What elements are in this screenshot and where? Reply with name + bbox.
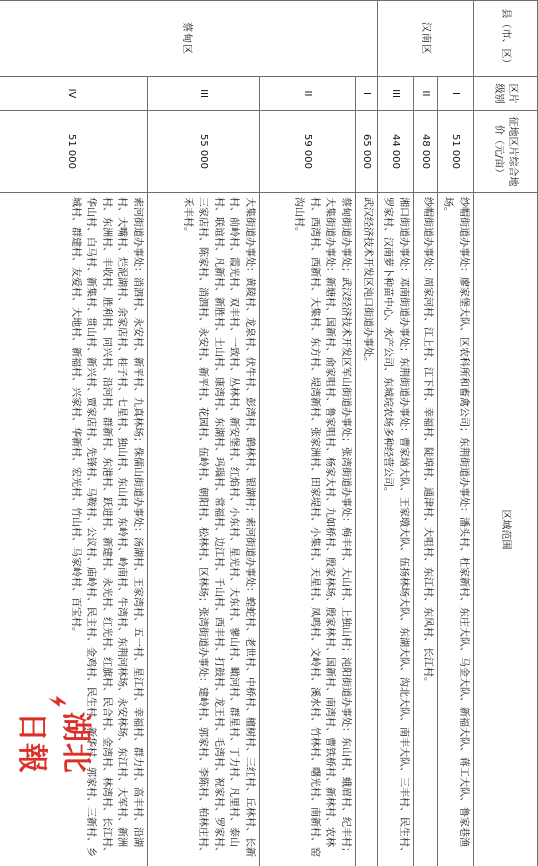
table-row — [0, 1, 148, 866]
table-row — [378, 1, 414, 866]
price-cell: 51 000 — [0, 111, 148, 193]
price-cell: 65 000 — [356, 111, 378, 193]
range-cell: 纱帽街道办事处：周家河村、江上村、江下村、幸福村、陡埠村、通津村、大咀村、东江村、东风村、长江村。 — [414, 193, 438, 866]
header-level: 区片级别 — [474, 77, 538, 111]
range-cell: 湘口街道办事处：邓南街道办事处；东荆街道办事处：曹家垴大队、王家墩大队、伍扬林场大队、东湖大队、沟北大队、南丰大队、三丰村、民生村、罗家村、汉南萝卜种苗中心、水产公司、东城垸农场多种经营公司。 — [378, 193, 414, 866]
level-cell: I — [356, 77, 378, 111]
level-cell: I — [438, 77, 474, 111]
district-cell-hannan: 汉南区 — [378, 1, 474, 77]
range-cell: 武汉经济技术开发区沌口街道办事处。 — [356, 193, 378, 866]
header-district: 县（市、区） — [474, 1, 538, 77]
table-row — [356, 1, 378, 866]
table-row — [148, 1, 260, 866]
table-row — [260, 1, 356, 866]
level-cell: IV — [0, 77, 148, 111]
header-price: 征地区片综合地价（元/亩） — [474, 111, 538, 193]
header-range: 区域范围 — [474, 193, 538, 866]
range-cell: 大集街道办事处：黄陵村、龙泉村、伏牛村、彭湾村、鹤林村、银湖村；索河街道办事处：蝗蛇村、老世村、中桥村、檀树村、三红村、丘林村、长新村、前岭村、霞光村、双丰村、一致村、丛林村、新安堡村、红焰村、小东村、星光村、大东村、蓼山村、瞰河村、群星村、丁力村、凡里村、泰山村、联谊村、凡新村、新胜村、土山村、康湾村、东湖村、玛瑙村、常福村、边江村、千山村、西丰村、打鼓村、龙王村、毛湾村、祝家村、罗家村、三家店村、陈家村、消泗村、永安村、新平村、花园村、伍岭村、朝阳村、松林村、区林场；张湾街道办事处：建岭村、郭家村、李陈村、柏林庄村、禾丰村。 — [148, 193, 260, 866]
range-cell: 蔡甸街道办事处；武汉经济技术开发区军山街道办事处；张湾街道办事处：梅丰村、大山村、上独山村；沌阳街道办事处：东山村、蛾眉村、纪丰村；大集街道办事处：新塘村、国新村、俞家咀村、鲁家咀村、杨家大村、九如桥村、殷家林场、殷家林村、国新村、南湾村、曹铁桥村、新林村、农林村、西湾村、西新村、大集村、东方村、堤湾新村、张家洲村、田家堤村、小集村、天星村、凤鸣村、文岭村、溪水村、竹林村、曙光村、南新村、窑沟山村。 — [260, 193, 356, 866]
range-cell: 索河街道办事处：消泗村、永安村、新平村、九真林场；侏儒山街道办事处：汤湖村、王家湾村、五一村、星江村、幸福村、群力村、高丰村、沿湖村、大嘴村、烂泥湖村、余家店村、桂子村、七星村、独山村、东山村、东岭村、岭南村、牛湾村、东荆河林场、永安林场、东江村、大军村、新洲村、东洲村、丰收村、胜利村、同兴村、沿河村、群新村、东港村、跃进村、新建村、永光村、红光村、红旗村、民合村、金湾村、林湾村、长江村、华山村、白马村、新集村、贯山村、新兴村、贾家店村、先锋村、马鞍村、公议村、庙岭村、民主村、金鸡村、民生村、新华村、郭家村、三新村、乡城村、群建村、友爱村、大地村、新福村、兴家村、华新村、宏光村、竹山村、马家岭村、百宝村。 — [0, 193, 148, 866]
price-cell: 51 000 — [438, 111, 474, 193]
watermark-text: 湖北日報 — [14, 711, 93, 774]
table-row — [414, 1, 438, 866]
district-cell-caidian: 蔡甸区 — [0, 1, 378, 77]
table-row — [438, 1, 474, 866]
level-cell: III — [378, 77, 414, 111]
price-cell: 48 000 — [414, 111, 438, 193]
price-cell: 55 000 — [148, 111, 260, 193]
level-cell: III — [148, 77, 260, 111]
level-cell: II — [414, 77, 438, 111]
price-cell: 59 000 — [260, 111, 356, 193]
level-cell: II — [260, 77, 356, 111]
price-cell: 44 000 — [378, 111, 414, 193]
range-cell: 纱帽街道办事处：廖家堡大队、区农科所和畜禽公司；东荆街道办事处：潘头村、杜家新村、东庄大队、马金大队、新福大队、蒋工大队、鲁家巷渔场。 — [438, 193, 474, 866]
table-header-row — [474, 1, 538, 866]
